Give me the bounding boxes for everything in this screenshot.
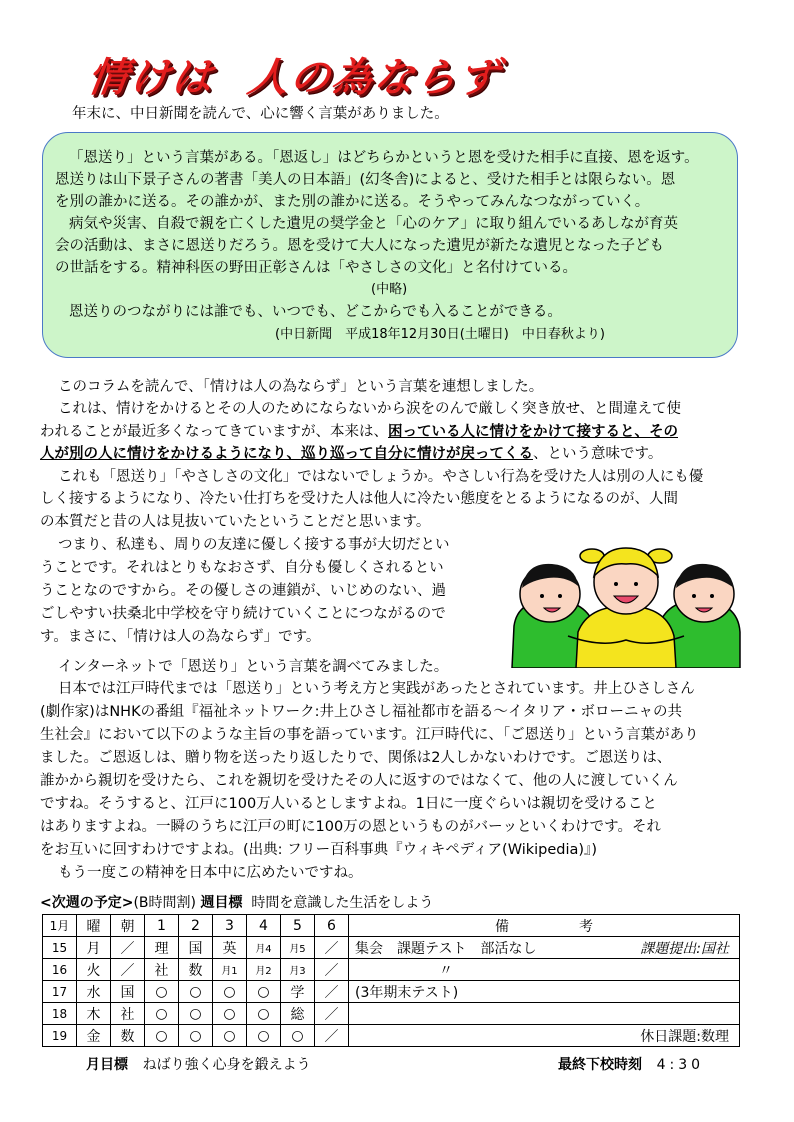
- body-line: の本質だと昔の人は見抜いていたということだと思います。: [40, 514, 431, 530]
- period-cell: 総: [281, 1003, 315, 1025]
- period-cell: ○: [213, 1025, 247, 1047]
- morning-cell: ／: [111, 959, 145, 981]
- date-cell: 16: [43, 959, 77, 981]
- period-cell: ○: [179, 1003, 213, 1025]
- body-line: これは、情けをかけるとその人のためにならないから涙をのんで厳しく突き放せ、と間違えて使: [58, 401, 682, 417]
- body-line: 日本では江戸時代までは「恩送り」という考え方と実践があったとされています。井上ひさしさん: [58, 681, 695, 697]
- table-row: [43, 1025, 740, 1047]
- header-cell: 曜: [77, 915, 111, 937]
- header-cell: 5: [281, 915, 315, 937]
- day-cell: 木: [77, 1003, 111, 1025]
- dismissal-time-value: 4:30: [656, 1057, 705, 1073]
- period-cell: 社: [145, 959, 179, 981]
- body-line: つまり、私達も、周りの友達に優しく接する事が大切だとい: [58, 537, 450, 553]
- children-illustration: [508, 536, 744, 668]
- header-cell: 4: [247, 915, 281, 937]
- note-text: (3年期末テスト): [355, 984, 459, 1001]
- header-cell: 6: [315, 915, 349, 937]
- schedule-table: [42, 914, 740, 1047]
- period-cell: 月3: [281, 959, 315, 981]
- period-cell: ／: [315, 959, 349, 981]
- quote-omission: (中略): [371, 282, 408, 297]
- day-cell: 金: [77, 1025, 111, 1047]
- header-cell: 3: [213, 915, 247, 937]
- period-cell: ○: [179, 1025, 213, 1047]
- header-cell: 備 考: [349, 915, 740, 937]
- day-cell: 水: [77, 981, 111, 1003]
- period-cell: ○: [145, 1025, 179, 1047]
- period-cell: 月1: [213, 959, 247, 981]
- quote-line: を別の誰かに送る。その誰かが、また別の誰かに送る。そうやってみんなつながっていく。: [55, 194, 650, 210]
- date-cell: 15: [43, 937, 77, 959]
- date-cell: 19: [43, 1025, 77, 1047]
- monthly-goal-text: ねばり強く心身を鍛えよう: [142, 1057, 311, 1073]
- morning-cell: 社: [111, 1003, 145, 1025]
- header-cell: 1月: [43, 915, 77, 937]
- header-cell: 1: [145, 915, 179, 937]
- body-line: しく接するようになり、冷たい仕打ちを受けた人は他人に冷たい態度をとるようになるのが、人間: [40, 491, 678, 507]
- weekly-goal: 時間を意識した生活をしよう: [251, 895, 434, 911]
- note-cell: [349, 1003, 740, 1025]
- table-row: [43, 981, 740, 1003]
- period-cell: ○: [145, 1003, 179, 1025]
- period-cell: 数: [179, 959, 213, 981]
- body-text: われることが最近多くなってきていますが、本来は、: [40, 424, 388, 440]
- day-cell: 火: [77, 959, 111, 981]
- body-line: [40, 421, 678, 443]
- note-right-text: 休日課題:数理: [640, 1028, 729, 1045]
- period-cell: ／: [315, 981, 349, 1003]
- note-cell: [349, 959, 740, 981]
- weekly-goal-label: 週目標: [200, 895, 243, 911]
- period-cell: ／: [315, 1025, 349, 1047]
- period-cell: ○: [179, 981, 213, 1003]
- body-line: 誰かから親切を受けたら、これを親切を受けたその人に返すのではなくて、他の人に渡していくん: [40, 773, 678, 789]
- period-cell: 月4: [247, 937, 281, 959]
- period-cell: ○: [247, 1025, 281, 1047]
- period-cell: 国: [179, 937, 213, 959]
- date-cell: 18: [43, 1003, 77, 1025]
- morning-cell: 国: [111, 981, 145, 1003]
- header-cell: 朝: [111, 915, 145, 937]
- note-cell: [349, 1025, 740, 1047]
- quote-last-line: 恩送りのつながりには誰でも、いつでも、どこからでも入ることができる。: [69, 304, 562, 320]
- period-cell: ○: [247, 1003, 281, 1025]
- quote-line: の世話をする。精神科医の野田正彰さんは「やさしさの文化」と名付けている。: [55, 260, 577, 276]
- quote-line: 病気や災害、自殺で親を亡くした遺児の奨学金と「心のケア」に取り組んでいるあしなが育英: [69, 216, 678, 232]
- header-cell: 2: [179, 915, 213, 937]
- period-cell: ○: [213, 981, 247, 1003]
- morning-cell: 数: [111, 1025, 145, 1047]
- body-line: これも「恩送り」「やさしさの文化」ではないでしょうか。やさしい行為を受けた人は別の人にも優: [58, 469, 704, 485]
- quote-source: (中日新聞 平成18年12月30日(土曜日) 中日春秋より): [275, 327, 605, 342]
- period-cell: ○: [247, 981, 281, 1003]
- intro-text: 年末に、中日新聞を読んで、心に響く言葉がありました。: [72, 106, 449, 122]
- day-cell: 月: [77, 937, 111, 959]
- period-cell: 学: [281, 981, 315, 1003]
- body-line: このコラムを読んで、「情けは人の為ならず」という言葉を連想しました。: [58, 379, 544, 395]
- note-right-text: 課題提出:国社: [640, 940, 729, 957]
- dismissal-time: [558, 1054, 704, 1074]
- period-cell: ／: [315, 937, 349, 959]
- body-line: ました。ご恩返しは、贈り物を送ったり返したりで、関係は2人しかないわけです。ご恩送りは、: [40, 750, 672, 766]
- body-line: をお互いに回すわけですよね。(出典: フリー百科事典『ウィキペディア(Wikipedia)』): [40, 842, 597, 858]
- table-row: [43, 937, 740, 959]
- table-row: [43, 1003, 740, 1025]
- period-cell: 理: [145, 937, 179, 959]
- body-line: 生社会』において以下のような主旨の事を語っています。江戸時代に、「ご恩送り」という言葉があり: [40, 727, 699, 743]
- body-line: [40, 443, 662, 465]
- period-cell: 英: [213, 937, 247, 959]
- dismissal-time-label: 最終下校時刻: [558, 1057, 642, 1073]
- date-cell: 17: [43, 981, 77, 1003]
- note-text: 集会 課題テスト 部活なし: [355, 940, 537, 957]
- note-cell: [349, 981, 740, 1003]
- monthly-goal: [86, 1054, 311, 1074]
- period-cell: ○: [281, 1025, 315, 1047]
- body-line: す。まさに、「情けは人の為ならず」です。: [40, 629, 321, 645]
- monthly-goal-label: 月目標: [86, 1057, 128, 1073]
- note-cell: [349, 937, 740, 959]
- quote-line: 会の活動は、まさに恩送りだろう。恩を受けて大人になった遺児が新たな遺児となった子ども: [55, 238, 664, 254]
- note-text: 〃: [439, 962, 453, 979]
- body-line: もう一度この精神を日本中に広めたいですね。: [58, 865, 363, 881]
- quote-line: 「恩送り」という言葉がある。「恩返し」はどちらかというと恩を受けた相手に直接、恩を返す。: [69, 150, 699, 166]
- quote-box: [42, 132, 738, 358]
- period-cell: ／: [315, 1003, 349, 1025]
- emphasis-text: 人が別の人に情けをかけるようになり、巡り巡って自分に情けが戻ってくる: [40, 446, 533, 462]
- period-cell: ○: [213, 1003, 247, 1025]
- body-text: 、という意味です。: [533, 446, 663, 462]
- body-line: インターネットで「恩送り」という言葉を調べてみました。: [58, 659, 449, 675]
- table-header-row: [43, 915, 740, 937]
- schedule-heading-label: <次週の予定>: [40, 895, 134, 911]
- title-part-2: 人の為ならず: [244, 55, 504, 101]
- body-line: (劇作家)はNHKの番組『福祉ネットワーク:井上ひさし福祉都市を語る～イタリア・ボローニャの共: [40, 704, 682, 720]
- table-row: [43, 959, 740, 981]
- quote-line: 恩送りは山下景子さんの著書「美人の日本語」(幻冬舎)によると、受けた相手とは限らない。恩: [55, 172, 676, 188]
- title-part-1: 情けは: [84, 55, 218, 101]
- body-line: ごしやすい扶桑北中学校を守り続けていくことにつながるので: [40, 606, 446, 622]
- emphasis-text: 困っている人に情けをかけて接すると、その: [388, 424, 678, 440]
- page-title: [85, 56, 503, 100]
- body-line: ですね。そうすると、江戸に100万人いるとしますよね。1日に一度ぐらいは親切を受けること: [40, 796, 657, 812]
- period-cell: 月5: [281, 937, 315, 959]
- timetable-mode: (B時間割): [133, 895, 196, 911]
- body-line: うことなのですから。その優しさの連鎖が、いじめのない、過: [40, 583, 446, 599]
- body-line: うことです。それはとりもなおさず、自分も優しくされるとい: [40, 560, 444, 576]
- schedule-heading: [40, 894, 433, 912]
- period-cell: 月2: [247, 959, 281, 981]
- period-cell: ○: [145, 981, 179, 1003]
- body-line: はありますよね。一瞬のうちに江戸の町に100万の恩というものがバーッといくわけです。それ: [40, 819, 662, 835]
- morning-cell: ／: [111, 937, 145, 959]
